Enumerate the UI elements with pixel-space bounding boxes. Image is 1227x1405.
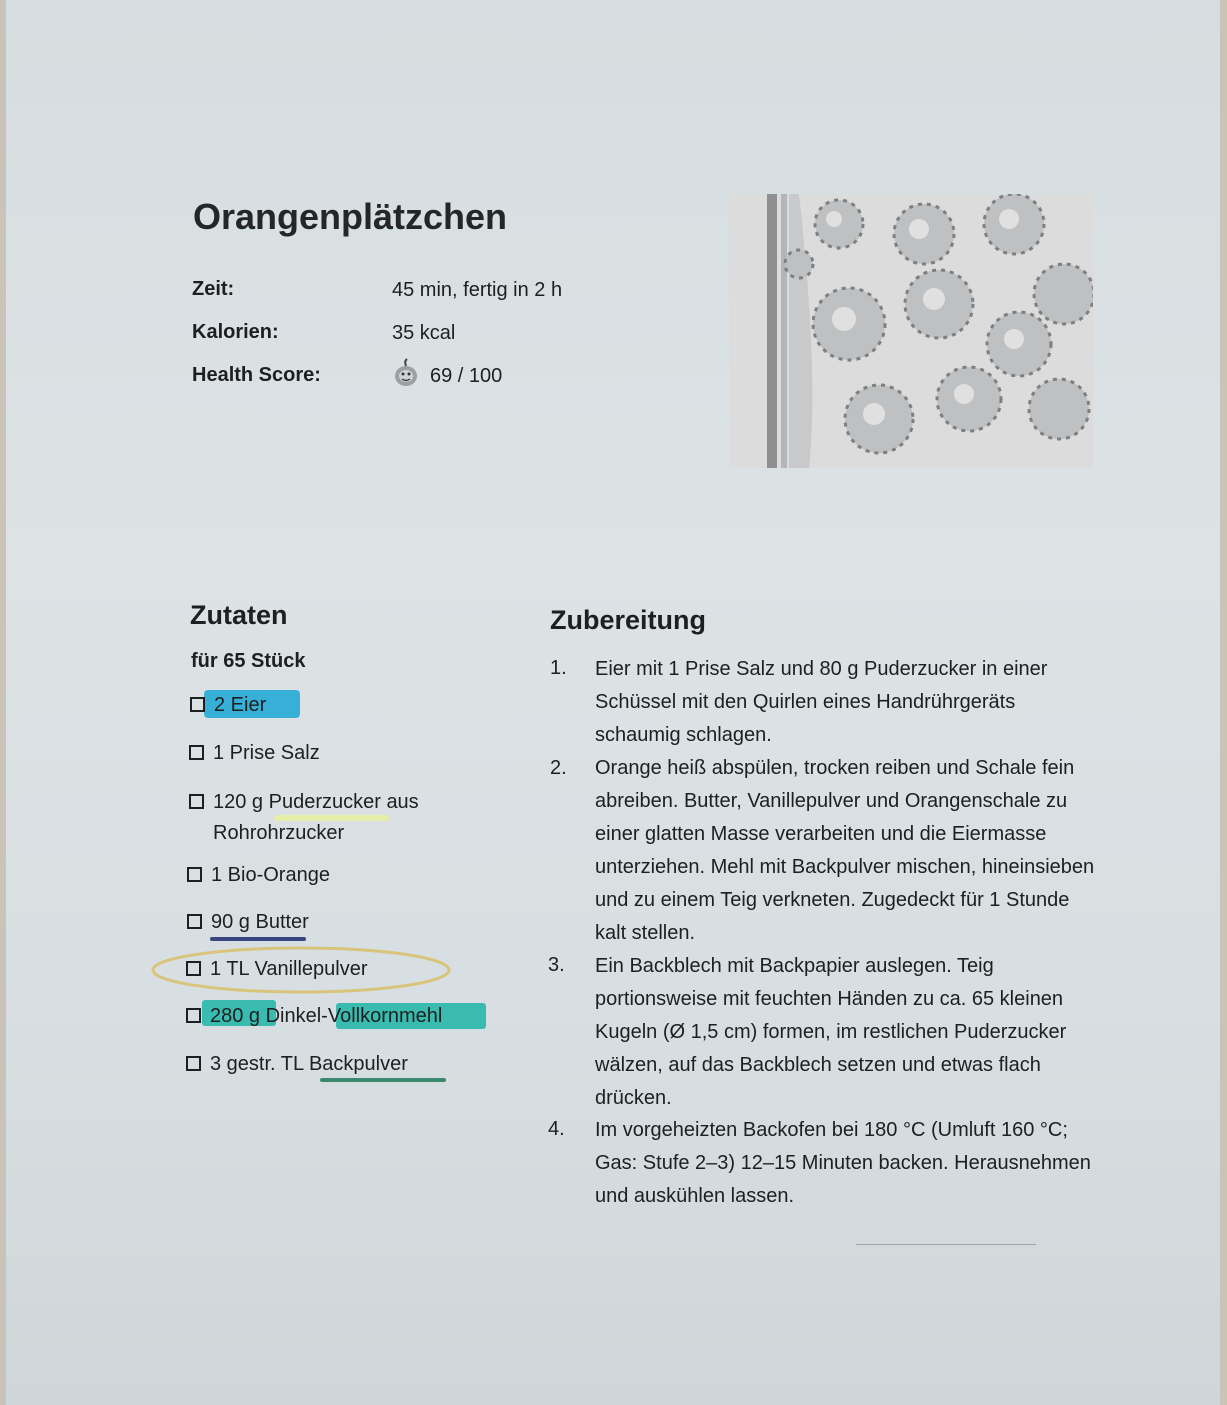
health-score-icon — [392, 358, 420, 388]
ingredient-item[interactable]: 1 TL Vanillepulver — [186, 958, 368, 981]
preparation-heading: Zubereitung — [550, 605, 706, 635]
step-number: 3. — [548, 954, 565, 976]
recipe-sheet — [6, 0, 1220, 1405]
navy-underline-mark — [210, 937, 306, 941]
meta-value-health: 69 / 100 — [430, 365, 503, 387]
meta-label-health: Health Score: — [192, 364, 321, 386]
checkbox-icon[interactable] — [186, 961, 201, 976]
divider — [856, 1244, 1036, 1245]
checkbox-icon[interactable] — [190, 697, 205, 712]
checkbox-icon[interactable] — [187, 867, 202, 882]
step-text: Eier mit 1 Prise Salz und 80 g Puderzucker in einer Schüssel mit den Quirlen eines Handrührgeräts schaumig schlagen. — [595, 658, 1048, 746]
checkbox-icon[interactable] — [186, 1008, 201, 1023]
cookies-photo — [729, 194, 1093, 468]
checkbox-icon[interactable] — [186, 1056, 201, 1071]
step-text: Im vorgeheizten Backofen bei 180 °C (Umluft 160 °C; Gas: Stufe 2–3) 12–15 Minuten backen. Herausnehmen und auskühlen lassen. — [595, 1119, 1091, 1207]
step-text: Ein Backblech mit Backpapier auslegen. Teig portionsweise mit feuchten Händen zu ca. 65 kleinen Kugeln (Ø 1,5 cm) formen, im restlichen Puderzucker wälzen, auf das Backblech setzen und etwas flach drücken. — [595, 955, 1067, 1109]
checkbox-icon[interactable] — [189, 794, 204, 809]
ingredient-item[interactable]: 90 g Butter — [187, 911, 309, 934]
checkbox-icon[interactable] — [187, 914, 202, 929]
ingredient-item[interactable]: 280 g Dinkel-Vollkornmehl — [186, 1005, 442, 1028]
ingredients-heading: Zutaten — [190, 600, 288, 630]
step-number: 1. — [550, 657, 567, 679]
ingredient-item[interactable]: 2 Eier — [190, 694, 266, 717]
ingredient-item[interactable]: 3 gestr. TL Backpulver — [186, 1053, 408, 1076]
checkbox-icon[interactable] — [189, 745, 204, 760]
ingredient-continuation: Rohrohrzucker — [213, 822, 345, 844]
step-number: 4. — [548, 1118, 565, 1140]
meta-label-calories: Kalorien: — [192, 321, 279, 343]
ingredient-item[interactable]: 1 Bio-Orange — [187, 864, 330, 887]
step-number: 2. — [550, 757, 567, 779]
step-text: Orange heiß abspülen, trocken reiben und Schale fein abreiben. Butter, Vanillepulver und Orangenschale zu einer glatten Masse verarbeiten und die Eiermasse unterziehen. Mehl mit Backpulver mischen, hineinsieben und zu einem Teig verkneten. Zugedeckt für 1 Stunde kalt stellen. — [595, 757, 1095, 944]
meta-label-time: Zeit: — [192, 278, 235, 300]
servings: für 65 Stück — [191, 650, 306, 672]
recipe-title: Orangenplätzchen — [193, 196, 508, 237]
ingredient-item[interactable]: 1 Prise Salz — [189, 742, 320, 765]
ingredient-item[interactable]: 120 g Puderzucker aus — [189, 791, 419, 814]
lime-underline-mark — [274, 815, 389, 821]
meta-value-time: 45 min, fertig in 2 h — [392, 279, 563, 301]
green-underline-mark — [320, 1078, 446, 1082]
meta-value-calories: 35 kcal — [392, 322, 456, 344]
